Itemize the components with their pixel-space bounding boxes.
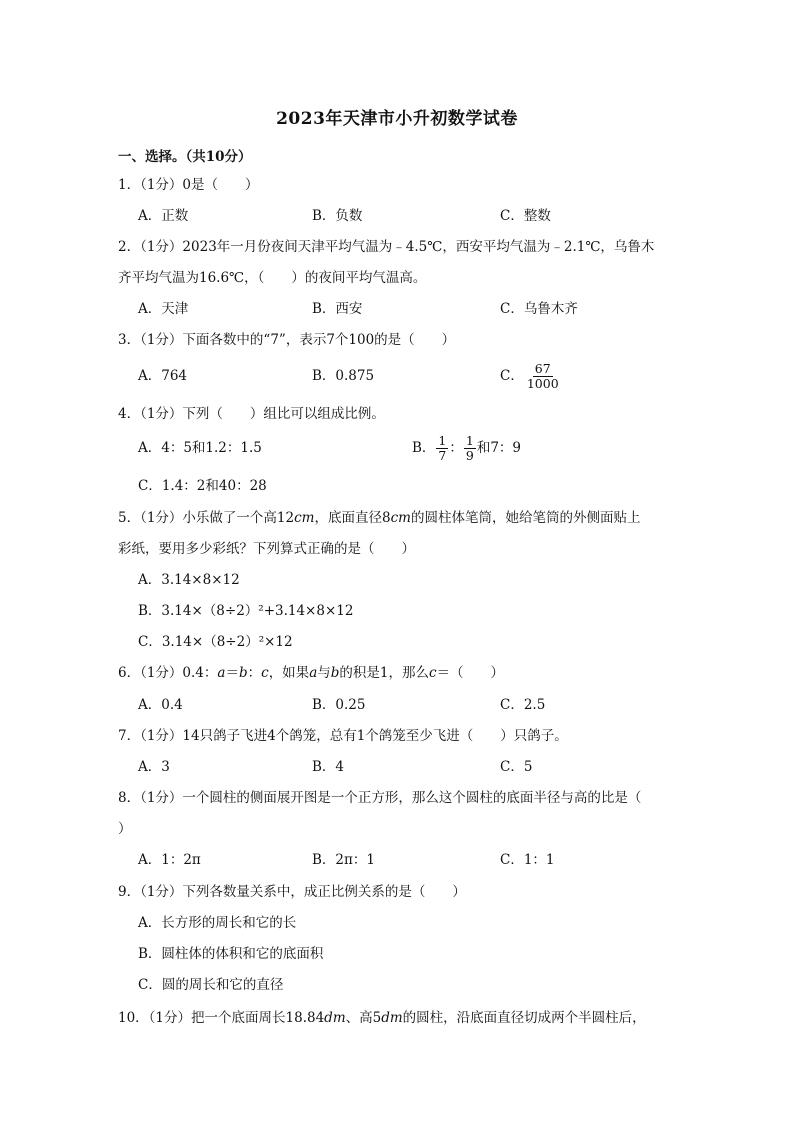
q6-text: 的积是1，那么	[339, 665, 429, 681]
q10-text: 的圆柱，沿底面直径切成两个半圆柱后，	[402, 1010, 646, 1026]
q5-text-2: ，底面直径8	[314, 510, 391, 526]
q1-option-a: A．正数	[138, 208, 189, 224]
q6-text: ，如果	[268, 665, 310, 681]
q3-option-b: B．0.875	[312, 368, 375, 384]
question-2-line-1: 2．（1分）2023年一月份夜间天津平均气温为﹣4.5℃，西安平均气温为﹣2.1℃，乌鲁木	[118, 239, 655, 255]
fraction-denominator: 1000	[526, 376, 559, 391]
q3-option-c-label: C．	[500, 368, 524, 384]
fraction-numerator: 67	[534, 361, 551, 376]
q4-option-b-suffix: 和7：9	[476, 440, 522, 456]
q3-option-c	[500, 358, 562, 394]
q9-option-c: C．圆的周长和它的直径	[138, 977, 284, 993]
question-8-line-1: 8．（1分）一个圆柱的侧面展开图是一个正方形，那么这个圆柱的底面半径与高的比是（	[118, 790, 642, 806]
q10-text: 10．（1分）把一个底面周长18.84	[118, 1010, 325, 1026]
section-heading: 一、选择。（共10分）	[118, 149, 252, 165]
q6-option-b: B．0.25	[312, 697, 366, 713]
q8-option-a: A．1：2π	[138, 852, 201, 868]
unit: dm	[324, 1010, 346, 1026]
q5-text-1: 5．（1分）小乐做了一个高12	[118, 510, 295, 526]
q6-text: 与	[317, 665, 331, 681]
q8-option-c: C．1：1	[500, 852, 555, 868]
variable: b	[330, 665, 340, 681]
q6-text: 6．（1分）0.4：	[118, 665, 218, 681]
fraction-denominator: 7	[438, 448, 447, 463]
q7-option-a: A．3	[138, 759, 170, 775]
variable: a	[309, 665, 318, 681]
variable: b	[238, 665, 248, 681]
q4-option-c: C．1.4：2和40：28	[138, 478, 267, 494]
question-2-line-2: 齐平均气温为16.6℃，（ ）的夜间平均气温高。	[118, 270, 427, 286]
q5-text-3: 的圆柱体笔筒，她给笔筒的外侧面贴上	[410, 510, 641, 526]
q2-option-c: C．乌鲁木齐	[500, 301, 578, 317]
q6-text: ：	[247, 665, 262, 681]
question-1: 1．（1分）0是（ ）	[118, 177, 259, 193]
question-3: 3．（1分）下面各数中的“7”，表示7个100的是（ ）	[118, 332, 456, 348]
fraction-numerator: 1	[438, 433, 447, 448]
question-5-line-2: 彩纸，要用多少彩纸？下列算式正确的是（ ）	[118, 541, 415, 557]
variable: c	[429, 665, 437, 681]
fraction-2	[464, 434, 476, 463]
question-7: 7．（1分）14只鸽子飞进4个鸽笼，总有1个鸽笼至少飞进（ ）只鸽子。	[118, 728, 568, 744]
q9-option-b: B．圆柱体的体积和它的底面积	[138, 946, 324, 962]
q7-option-c: C．5	[500, 759, 533, 775]
fraction-denominator: 9	[465, 448, 474, 463]
q6-option-c: C．2.5	[500, 697, 546, 713]
unit: dm	[381, 1010, 403, 1026]
q8-option-b: B．2π：1	[312, 852, 375, 868]
ratio-sign: ：	[449, 440, 463, 456]
fraction-1	[436, 434, 448, 463]
q1-option-b: B．负数	[312, 208, 363, 224]
q4-option-a: A．4：5和1.2：1.5	[138, 440, 262, 456]
q10-text: 、高5	[345, 1010, 382, 1026]
question-6	[118, 663, 504, 683]
q6-text: ＝（ ）	[436, 665, 505, 681]
q5-option-a: A．3.14×8×12	[138, 572, 240, 588]
variable: a	[217, 665, 226, 681]
q2-option-b: B．西安	[312, 301, 363, 317]
q4-option-b-label: B．	[412, 440, 436, 456]
variable: c	[261, 665, 269, 681]
q5-option-c: C．3.14×（8÷2）²×12	[138, 634, 293, 650]
unit: cm	[390, 510, 411, 526]
unit: cm	[294, 510, 315, 526]
q5-option-b: B．3.14×（8÷2）²+3.14×8×12	[138, 603, 354, 619]
q4-option-b	[412, 430, 521, 466]
fraction-numerator: 1	[465, 433, 474, 448]
q1-option-c: C．整数	[500, 208, 551, 224]
q3-option-a: A．764	[138, 368, 188, 384]
q2-option-a: A．天津	[138, 301, 189, 317]
question-5-line-1	[118, 508, 640, 528]
fraction	[525, 362, 561, 391]
q9-option-a: A．长方形的周长和它的长	[138, 915, 297, 931]
question-8-line-2: ）	[118, 821, 132, 837]
q6-option-a: A．0.4	[138, 697, 183, 713]
page-title: 2023年天津市小升初数学试卷	[276, 109, 518, 129]
question-9: 9．（1分）下列各数量关系中，成正比例关系的是（ ）	[118, 884, 466, 900]
q7-option-b: B．4	[312, 759, 345, 775]
question-10	[118, 1008, 646, 1028]
q6-text: ＝	[225, 665, 239, 681]
question-4: 4．（1分）下列（ ）组比可以组成比例。	[118, 406, 385, 422]
